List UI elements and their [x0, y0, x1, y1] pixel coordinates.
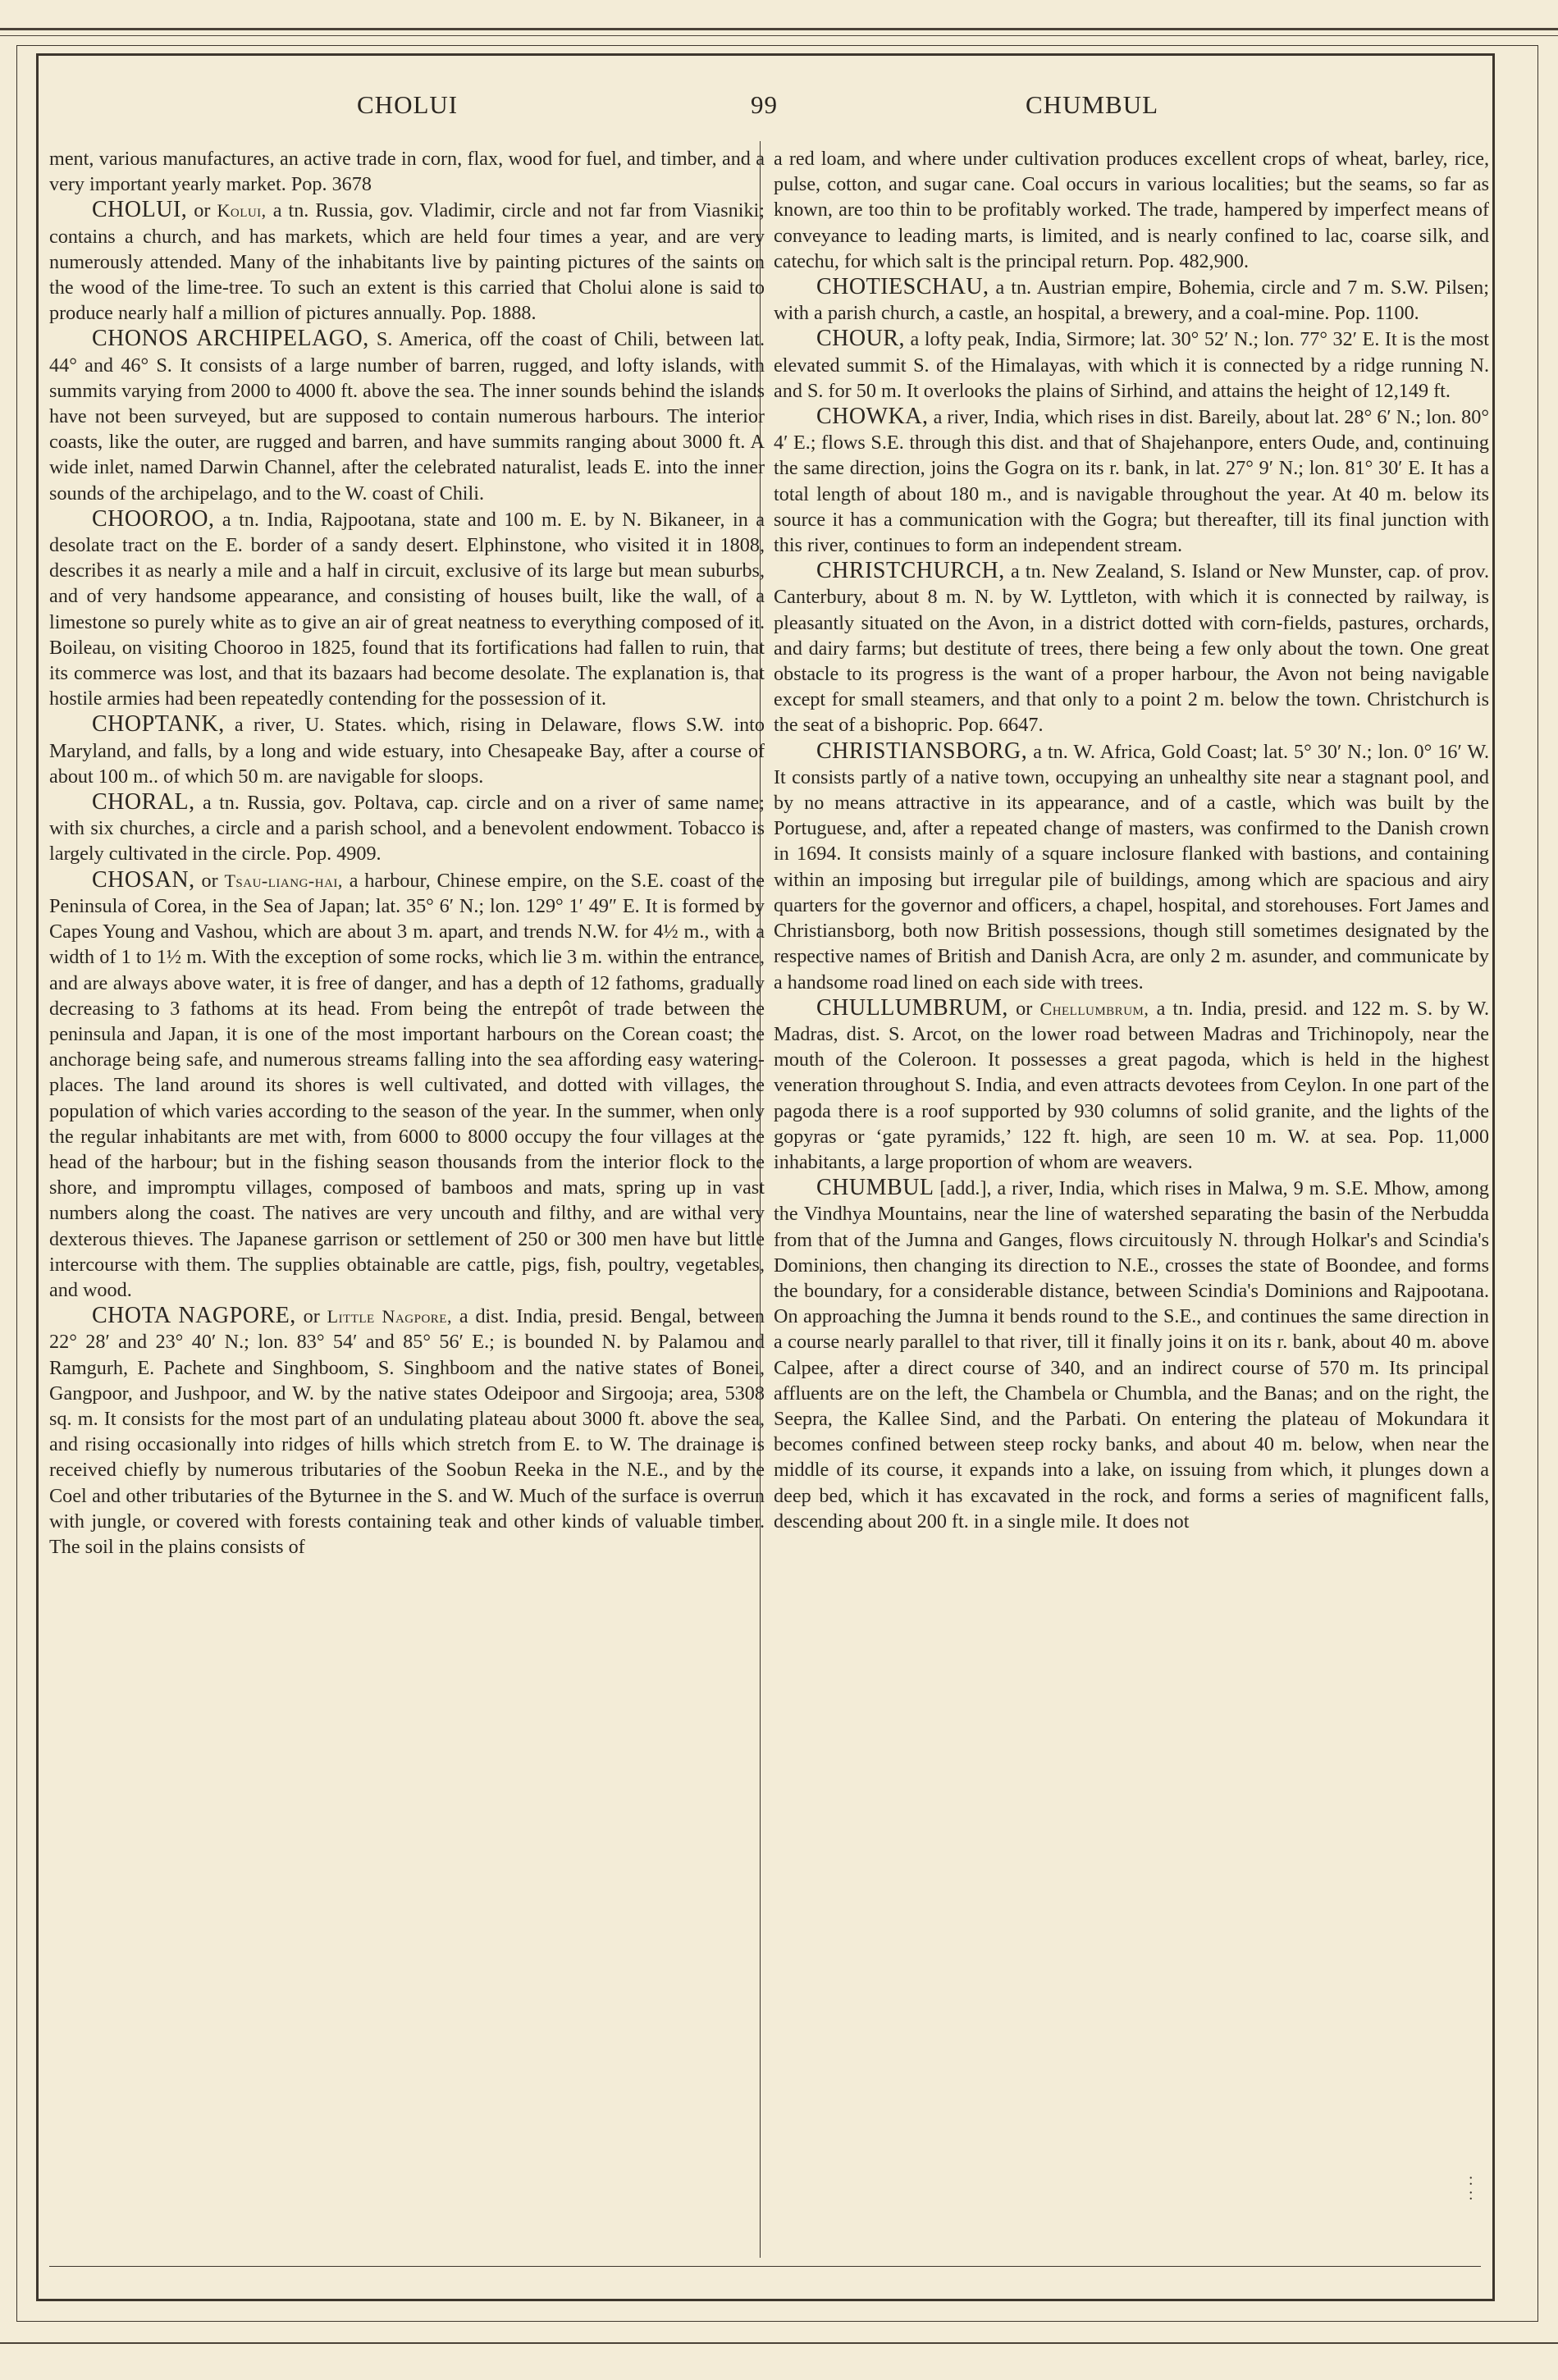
entry-headword: CHOTA NAGPORE, — [92, 1303, 296, 1329]
entry-text: a tn. India, presid. and 122 m. S. by W. Madras, dist. S. Arcot, on the lower road between Madras and Trichinopoly, near the mouth of the Coleroon. It possesses a great pagoda, which is held in the highest veneration throughout S. India, and even attracts devotees from Ceylon. In one part of the pagoda there is a roof supported by 930 columns of solid granite, and the lights of the gopyras or ‘gate pyramids,’ 122 ft. high, are seen 10 m. W. at sea. Pop. 11,000 inhabitants, a large proportion of whom are weavers. — [774, 997, 1489, 1173]
entry-headword: CHOLUI, — [92, 197, 188, 223]
gazetteer-entry: CHOTA NAGPORE, or Little Nagpore, a dist. India, presid. Bengal, between 22° 28′ and 23° 40′ N.; lon. 83° 54′ and 85° 56′ E.; is bounded N. by Palamou and Ramgurh, E. Pachete and Singhboom, S. Singhboom and the native states of Bonei, Gangpoor, and Jushpoor, and W. by the native states Odeipoor and Sirgooja; area, 5308 sq. m. It consists for the most part of an undulating plateau about 3000 ft. above the sea, and rising occasionally into ridges of hills which stretch from E. to W. The drainage is received chiefly by numerous tributaries of the Soobun Reeka in the N.E., and by the Coel and other tributaries of the Byturnee in the S. and W. Much of the surface is overrun with jungle, or covered with forests containing teak and other kinds of valuable timber. The soil in the plains consists of — [49, 1303, 765, 1558]
gazetteer-entry — [49, 711, 765, 789]
footer-rule — [49, 2266, 1481, 2267]
entry-text: a river, India, which rises in dist. Bareily, about lat. 28° 6′ N.; lon. 80° 4′ E.; flows S.E. through this dist. and that of Shajehanpore, enters Oude, and, continuing the same direction, joins the Gogra on its r. bank, in lat. 27° 9′ N.; lon. 81° 30′ E. It has a total length of about 180 m., and is navigable throughout the year. At 40 m. below its source it has a communication with the Gogra; but thereafter, till its final junction with this river, continues to form an independent stream. — [774, 406, 1489, 557]
entry-text: [add.], a river, India, which rises in Malwa, 9 m. S.E. Mhow, among the Vindhya Mountains, near the line of watershed separating the basin of the Nerbudda from that of the Jumna and Ganges, flows circuitously N. through Holkar's and Scindia's Dominions, then changing its direction to N.E., crosses the state of Boondee, and forms the boundary, for a considerable distance, between Scindia's Dominions and Rajpootana. On approaching the Jumna it bends round to the S.E., and continues the same direction in a course nearly parallel to that river, till it finally joins it on its r. bank, about 40 m. above Calpee, after a direct course of 340, and an indirect course of 570 m. Its principal affluents are on the left, the Chambela or Chumbla, and the Banas; and on the right, the Seepra, the Kallee Sind, and the Parbati. On entering the plateau of Mokundara it becomes confined between steep rocky banks, and about 40 m. below, when near the middle of its course, it expands into a lake, on issuing from which, it plunges down a deep bed, which it has excavated in the rock, and forms a series of magnificent falls, descending about 200 ft. in a single mile. It does not — [774, 1177, 1489, 1533]
margin-mark: : : — [1469, 2171, 1473, 2204]
gazetteer-entry: CHOSAN, or Tsau-liang-hai, a harbour, Chinese empire, on the S.E. coast of the Peninsula of Corea, in the Sea of Japan; lat. 35° 6′ N.; lon. 129° 1′ 49″ E. It is formed by Capes Young and Vashou, which are about 3 m. apart, and trends N.W. for 4½ m., with a width of 1 to 1½ m. With the exception of some rocks, which lie 3 m. within the entrance, and are always above water, it is free of danger, and has a depth of 12 fathoms, gradually decreasing to 3 fathoms at its head. From being the entrepôt of trade between the peninsula and Japan, it is one of the most important harbours on the Corean coast; the anchorage being safe, and numerous streams falling into the sea affording easy watering-places. The land around its shores is well cultivated, and dotted with villages, the population of which varies according to the season of the year. In the summer, when only the regular inhabitants are met with, from 6000 to 8000 occupy the four villages at the head of the harbour; but in the fishing season thousands from the interior flock to the shore, and impromptu villages, composed of bamboos and mats, spring up in vast numbers along the coast. The natives are very uncouth and filthy, and are withal very dexterous thieves. The Japanese garrison or settlement of 250 or 300 men have but little intercourse with them. The supplies obtainable are cattle, pigs, fish, poultry, vegetables, and wood. — [49, 866, 765, 1301]
gazetteer-entry — [49, 506, 765, 712]
entry-headword: CHUMBUL — [816, 1175, 934, 1201]
entry-headword: CHULLUMBRUM, — [816, 994, 1008, 1021]
entry-text: a red loam, and where under cultivation produces excellent crops of wheat, barley, rice, pulse, cotton, and sugar cane. Coal occurs in various localities; but the seams, so far as known, are too thin to be profitably worked. The trade, hampered by imperfect means of conveyance to leading marts, is limited, and is nearly confined to lac, coarse silk, and catechu, for which salt is the principal return. Pop. 482,900. — [774, 148, 1489, 272]
entry-text: a tn. W. Africa, Gold Coast; lat. 5° 30′ N.; lon. 0° 16′ W. It consists partly of a native town, occupying an unhealthy site near a stagnant pool, and by no means attractive in its appearance, and of a castle, which was built by the Portuguese, and, after a repeated change of masters, was confirmed to the Danish crown in 1694. It consists mainly of a square inclosure flanked with bastions, and containing within an imposing but irregular pile of buildings, among which are spacious and airy quarters for the governor and officers, a chapel, hospital, and storehouses. Fort James and Christiansborg, both now British possessions, though still sometimes designated by the respective names of British and Danish Acra, are only 2 m. asunder, and communicate by a handsome road lined on each side with trees. — [774, 740, 1489, 994]
top-thin-rule — [0, 35, 1558, 36]
gazetteer-entry — [774, 146, 1489, 274]
gazetteer-entry — [49, 326, 765, 505]
entry-text: a tn. Russia, gov. Vladimir, circle and not far from Viasniki; contains a church, and has markets, which are held four times a year, and are very numerously attended. Many of the inhabitants live by painting pictures of the saints on the wood of the lime-tree. To such an extent is this carried that Cholui alone is said to produce nearly half a million of pictures annually. Pop. 1888. — [49, 199, 765, 325]
entry-headword: CHOUR, — [816, 326, 906, 352]
entry-text: ment, various manufactures, an active trade in corn, flax, wood for fuel, and timber, and a very important yearly market. Pop. 3678 — [49, 148, 765, 196]
entry-headword: CHRISTIANSBORG, — [816, 738, 1028, 764]
entry-text: a tn. New Zealand, S. Island or New Munster, cap. of prov. Canterbury, about 8 m. N. by W. Lyttleton, with which it is connected by railway, is pleasantly situated on the Avon, in a district dotted with corn-fields, pastures, orchards, and dairy farms; but destitute of trees, there being a few only about the town. One great obstacle to its progress is the want of a proper harbour, the Avon not being navigable except for small steamers, and that only to a point 2 m. below the town. Christchurch is the seat of a bishopric. Pop. 6647. — [774, 560, 1489, 737]
entry-headword: CHORAL, — [92, 789, 195, 815]
entry-text: a river, U. States. which, rising in Delaware, flows S.W. into Maryland, and falls, by a long and wide estuary, into Chesapeake Bay, after a course of about 100 m.. of which 50 m. are navigable for sloops. — [49, 714, 765, 788]
entry-headword: CHONOS ARCHIPELAGO, — [92, 326, 369, 352]
page-number: 99 — [751, 90, 778, 119]
entry-text: S. America, off the coast of Chili, between lat. 44° and 46° S. It consists of a large number of barren, rugged, and lofty islands, with summits varying from 2000 to 4000 ft. above the sea. The inner sounds behind the islands have not been surveyed, but are supposed to contain numerous harbours. The interior coasts, like the outer, are rugged and barren, and have summits ranging about 3000 ft. A wide inlet, named Darwin Channel, after the celebrated naturalist, leads E. into the inner sounds of the archipelago, and to the W. coast of Chili. — [49, 328, 765, 505]
running-head-right: CHUMBUL — [1026, 90, 1159, 119]
gazetteer-entry — [774, 558, 1489, 738]
entry-text: a harbour, Chinese empire, on the S.E. coast of the Peninsula of Corea, in the Sea of Japan; lat. 35° 6′ N.; lon. 129° 1′ 49″ E. It is formed by Capes Young and Vashou, which are about 3 m. apart, and trends N.W. for 4½ m., with a width of 1 to 1½ m. With the exception of some rocks, which lie 3 m. within the entrance, and are always above water, it is free of danger, and has a depth of 12 fathoms, gradually decreasing to 3 fathoms at its head. From being the entrepôt of trade between the peninsula and Japan, it is one of the most important harbours on the Corean coast; the anchorage being safe, and numerous streams falling into the sea affording easy watering-places. The land around its shores is well cultivated, and dotted with villages, the population of which varies according to the season of the year. In the summer, when only the regular inhabitants are met with, from 6000 to 8000 occupy the four villages at the head of the harbour; but in the fishing season thousands from the interior flock to the shore, and impromptu villages, composed of bamboos and mats, spring up in vast numbers along the coast. The natives are very uncouth and filthy, and are withal very dexterous thieves. The Japanese garrison or settlement of 250 or 300 men have but little intercourse with them. The supplies obtainable are cattle, pigs, fish, poultry, vegetables, and wood. — [49, 869, 765, 1301]
gazetteer-entry — [774, 326, 1489, 404]
entry-text: a dist. India, presid. Bengal, between 22° 28′ and 23° 40′ N.; lon. 83° 54′ and 85° 56′ E.; is bounded N. by Palamou and Ramgurh, E. Pachete and Singhboom, S. Singhboom and the native states of Bonei, Gangpoor, and Jushpoor, and W. by the native states Odeipoor and Sirgooja; area, 5308 sq. m. It consists for the most part of an undulating plateau about 3000 ft. above the sea, and rising occasionally into ridges of hills which stretch from E. to W. The drainage is received chiefly by numerous tributaries of the Soobun Reeka in the N.E., and by the Coel and other tributaries of the Byturnee in the S. and W. Much of the surface is overrun with jungle, or covered with forests containing teak and other kinds of valuable timber. The soil in the plains consists of — [49, 1305, 765, 1558]
gazetteer-entry — [774, 404, 1489, 558]
entry-alt-name: Little Nagpore, — [327, 1306, 452, 1327]
left-column — [49, 146, 765, 2246]
gazetteer-entry: CHULLUMBRUM, or Chellumbrum, a tn. India, presid. and 122 m. S. by W. Madras, dist. S. Arcot, on the lower road between Madras and Trichinopoly, near the mouth of the Coleroon. It possesses a great pagoda, which is held in the highest veneration throughout S. India, and even attracts devotees from Ceylon. In one part of the pagoda there is a roof supported by 930 columns of solid granite, and the lights of the gopyras or ‘gate pyramids,’ 122 ft. high, are seen 10 m. W. at sea. Pop. 11,000 inhabitants, a large proportion of whom are weavers. — [774, 994, 1489, 1173]
entry-headword: CHOOROO, — [92, 505, 215, 532]
top-double-rule — [0, 28, 1558, 30]
entry-headword: CHOSAN, — [92, 866, 195, 893]
running-head-left: CHOLUI — [357, 90, 459, 119]
gazetteer-entry — [774, 1175, 1489, 1534]
running-head — [49, 90, 1477, 131]
entry-alt-name: Tsau-liang-hai, — [224, 870, 343, 891]
entry-text: a tn. Russia, gov. Poltava, cap. circle and on a river of same name; with six churches, a circle and a parish school, and a benevolent endowment. Tobacco is largely cultivated in the circle. Pop. 4909. — [49, 792, 765, 866]
entry-headword: CHOTIESCHAU, — [816, 274, 989, 300]
gazetteer-entry — [774, 274, 1489, 326]
entry-headword: CHRISTCHURCH, — [816, 558, 1005, 584]
entry-text: a lofty peak, India, Sirmore; lat. 30° 52′ N.; lon. 77° 32′ E. It is the most elevated summit S. of the Himalayas, with which it is connected by a ridge running N. and S. for 50 m. It overlooks the plains of Sirhind, and attains the height of 12,149 ft. — [774, 328, 1489, 402]
entry-headword: CHOWKA, — [816, 404, 929, 430]
bottom-rule — [0, 2342, 1558, 2344]
gazetteer-entry — [49, 146, 765, 197]
entry-text: a tn. India, Rajpootana, state and 100 m. E. by N. Bikaneer, in a desolate tract on the E. border of a sandy desert. Elphinstone, who visited it in 1808, describes it as nearly a mile and a half in circuit, exclusive of its large but mean suburbs, and of very handsome appearance, and consisting of houses built, like the wall, of a limestone so purely white as to give an air of great neatness to everything composed of it. Boileau, on visiting Chooroo in 1825, found that its fortifications had fallen to ruin, that its commerce was lost, and that its bazaars had become desolate. The explanation is, that hostile armies had been repeatedly contending for the possession of it. — [49, 508, 765, 710]
entry-headword: CHOPTANK, — [92, 711, 225, 738]
entry-text: a tn. Austrian empire, Bohemia, circle and 7 m. S.W. Pilsen; with a parish church, a castle, an hospital, a brewery, and a coal-mine. Pop. 1100. — [774, 276, 1489, 325]
gazetteer-entry — [774, 738, 1489, 995]
entry-alt-name: Kolui, — [217, 200, 267, 222]
gazetteer-entry — [49, 789, 765, 867]
entry-alt-name: Chellumbrum, — [1039, 998, 1149, 1019]
gazetteer-entry: CHOLUI, or Kolui, a tn. Russia, gov. Vladimir, circle and not far from Viasniki; contains a church, and has markets, which are held four times a year, and are very numerously attended. Many of the inhabitants live by painting pictures of the saints on the wood of the lime-tree. To such an extent is this carried that Cholui alone is said to produce nearly half a million of pictures annually. Pop. 1888. — [49, 197, 765, 325]
right-column — [774, 146, 1489, 2246]
